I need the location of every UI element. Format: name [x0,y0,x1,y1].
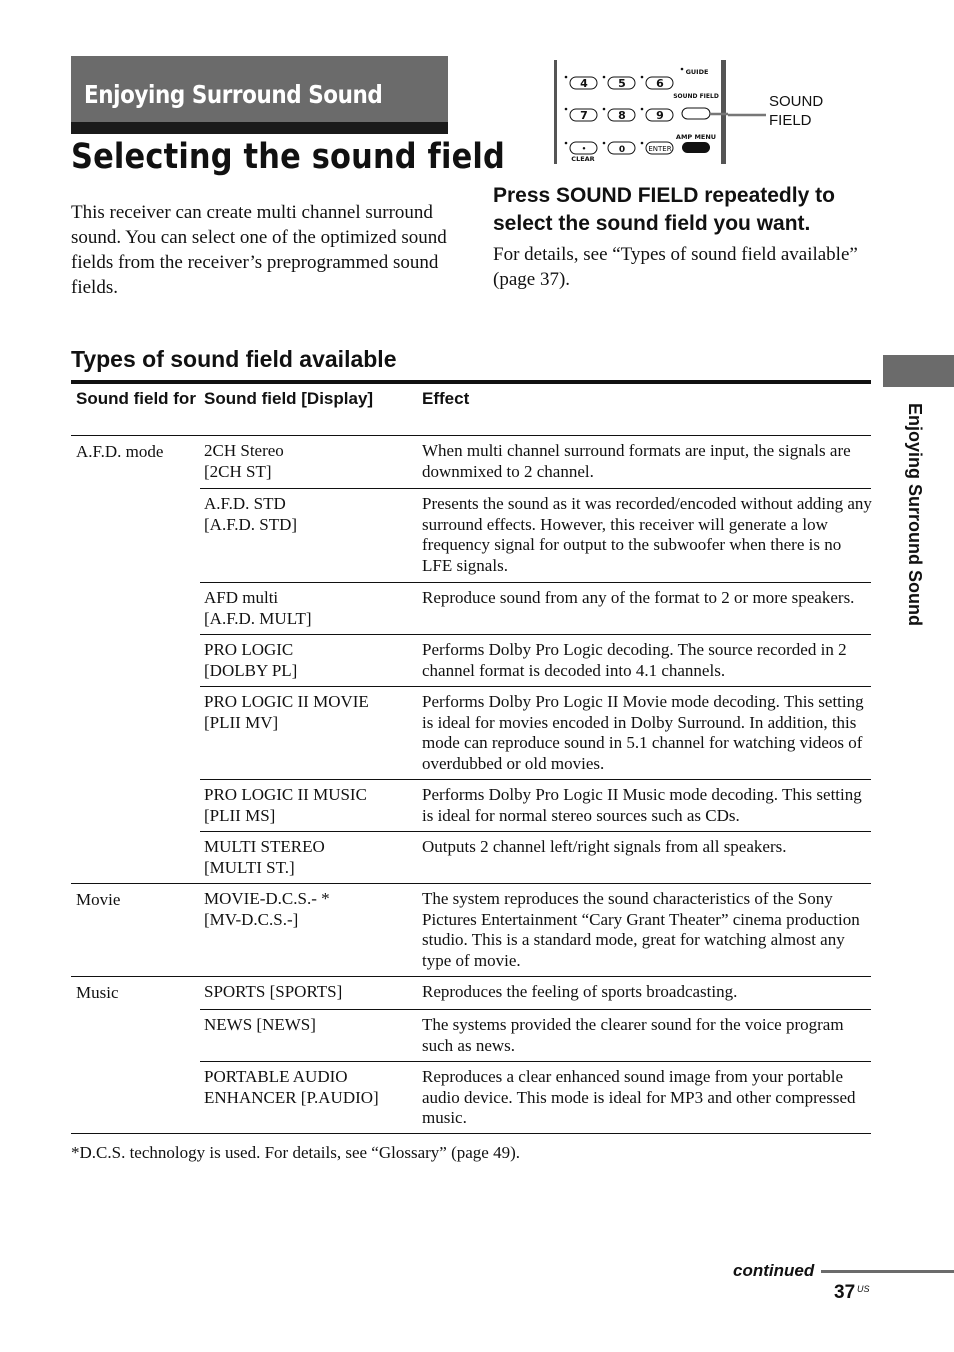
table-row [200,436,871,488]
effect-cell: Outputs 2 channel left/right signals from all speakers. [422,837,787,856]
effect-cell: Performs Dolby Pro Logic II Music mode decoding. This setting is ideal for normal stereo sources such as CDs. [422,785,862,825]
key-enter-label: ENTER [648,145,672,153]
sound-field-cell: MOVIE-D.C.S.- * [MV-D.C.S.-] [204,889,330,929]
effect-cell: Performs Dolby Pro Logic decoding. The source recorded in 2 channel format is decoded into 4.1 channels. [422,640,847,680]
effect-cell: When multi channel surround formats are input, the signals are downmixed to 2 channel. [422,441,851,481]
group-name: Music [76,983,119,1002]
table-row [200,977,871,1009]
types-heading: Types of sound field available [71,346,397,372]
clear-label: CLEAR [571,155,595,163]
group-name: Movie [76,890,121,909]
table-row [200,1061,871,1133]
key-7-label: 7 [580,109,588,122]
sound-field-key [682,108,710,119]
table-row [200,488,871,582]
section-banner [71,56,448,134]
effect-cell: Reproduces a clear enhanced sound image from your portable audio device. This mode is ideal for MP3 and other compressed music. [422,1067,856,1127]
key-8-label: 8 [618,109,626,122]
table-row [200,634,871,686]
sound-field-cell: PRO LOGIC II MUSIC [PLII MS] [204,785,367,825]
page-number-suffix: US [857,1284,870,1294]
table-footnote: *D.C.S. technology is used. For details, see “Glossary” (page 49). [71,1143,520,1162]
key-4-label: 4 [580,77,588,90]
callout-line [728,112,766,118]
sound-field-table [71,384,871,1134]
column-header-sound-field-for: Sound field for [76,389,196,408]
table-row [200,686,871,779]
effect-cell: Reproduces the feeling of sports broadcasting. [422,982,738,1001]
column-header-sound-field-display: Sound field [Display] [204,389,374,408]
table-row [200,831,871,883]
effect-cell: The systems provided the clearer sound for the voice program such as news. [422,1015,844,1055]
sound-field-cell: NEWS [NEWS] [204,1015,316,1034]
effect-cell: Reproduce sound from any of the format to 2 or more speakers. [422,588,855,607]
column-header-effect: Effect [422,389,470,408]
amp-menu-label: AMP MENU [675,133,717,141]
table-row [200,582,871,634]
effect-cell: Presents the sound as it was recorded/encoded without adding any surround effects. However, this receiver will generate a low frequency signal for output to the subwoofer when there is no LFE signals. [422,494,872,575]
key-5-label: 5 [618,77,626,90]
sound-field-key-label: SOUND FIELD [673,93,719,100]
sound-field-cell: PRO LOGIC II MOVIE [PLII MV] [204,692,369,732]
effect-cell: Performs Dolby Pro Logic II Movie mode decoding. This setting is ideal for movies encoded in Dolby Surround. In addition, this mode can reproduce sound in 5.1 channel for watching videos of overdubbed or old movies. [422,692,864,773]
key-0-label: 0 [618,145,626,155]
effect-cell: The system reproduces the sound characteristics of the Sony Pictures Entertainment “Cary Grant Theater” cinema production studio. This is a standard mode, great for watching almost any type of movie. [422,889,860,970]
sound-field-cell: MULTI STEREO [MULTI ST.] [204,837,325,877]
page-number: 37 [834,1282,856,1303]
side-tab-marker [883,355,954,387]
intro-paragraph: This receiver can create multi channel surround sound. You can select one of the optimized sound fields from the receiver’s preprogrammed sound fields. [71,202,447,298]
sound-field-cell: SPORTS [SPORTS] [204,982,343,1001]
group-name: A.F.D. mode [76,442,164,461]
sound-field-cell: 2CH Stereo [2CH ST] [204,441,284,481]
step-heading: Press SOUND FIELD repeatedly to select the sound field you want. [493,184,835,235]
table-row [200,1009,871,1061]
continued-rule [821,1270,954,1273]
table-group-afd-mode [71,436,871,884]
table-row [200,779,871,831]
svg-text:•: • [581,145,587,153]
section-banner-underbar [71,122,448,134]
section-banner-label: Enjoying Surround Sound [84,80,383,109]
remote-illustration [553,60,728,164]
step-body: For details, see “Types of sound field available” (page 37). [493,244,858,290]
table-group-movie [71,884,871,977]
table-row [200,884,871,976]
continued-label: continued [733,1261,815,1280]
sound-field-cell: PRO LOGIC [DOLBY PL] [204,640,298,680]
sound-field-cell: AFD multi [A.F.D. MULT] [204,588,312,628]
table-group-music [71,977,871,1134]
amp-menu-key [682,142,710,153]
sound-field-callout: SOUND FIELD [769,93,824,129]
side-section-label: Enjoying Surround Sound [905,403,925,626]
page-title: Selecting the sound field [71,137,506,177]
key-6-label: 6 [656,77,664,90]
sound-field-cell: A.F.D. STD [A.F.D. STD] [204,494,298,534]
key-9-label: 9 [656,109,664,122]
guide-label: GUIDE [685,68,709,76]
sound-field-cell: PORTABLE AUDIO ENHANCER [P.AUDIO] [204,1067,379,1107]
table-header-row [71,384,871,436]
